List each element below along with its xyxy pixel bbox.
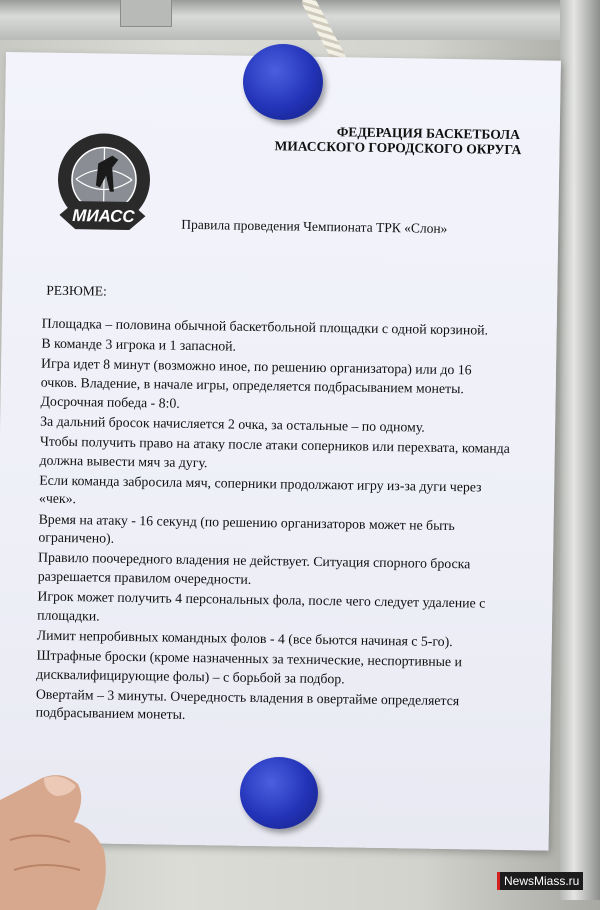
- hand-holding-sheet: [0, 770, 110, 910]
- rule-item: Площадка – половина обычной баскетбольной площадки с одной корзиной.: [41, 315, 489, 338]
- basketball-federation-logo: [53, 129, 155, 237]
- federation-name-line2: МИАССКОГО ГОРОДСКОГО ОКРУГА: [274, 138, 522, 158]
- rules-title: Правила проведения Чемпионата ТРК «Слон»: [181, 216, 448, 236]
- rule-item: Штрафные броски (кроме назначенных за технические, неспортивные и дисквалифицирующие фолы) – с борьбой за подбор.: [36, 647, 463, 687]
- magnet-top: [243, 44, 323, 120]
- rule-item: Если команда забросила мяч, соперники продолжают игру из-за дуги через «чек».: [38, 472, 482, 507]
- rule-item: Правило поочередного владения не действует. Ситуация спорного броска разрешается правилом очередности.: [37, 549, 471, 587]
- rule-item: Овертайм – 3 минуты. Очередность владения в овертайме определяется подбрасыванием монеты.: [35, 686, 460, 723]
- whiteboard-frame-top: [0, 0, 600, 40]
- federation-name-line1: ФЕДЕРАЦИЯ БАСКЕТБОЛА: [336, 124, 521, 143]
- rules-list: [35, 315, 511, 732]
- rule-item: Время на атаку - 16 секунд (по решению организаторов может не быть ограничено).: [38, 511, 455, 546]
- rule-item: Игрок может получить 4 персональных фола, после чего следует удаление с площадки.: [37, 588, 486, 624]
- frame-clip: [120, 0, 172, 27]
- notice-sheet: [0, 52, 561, 851]
- rule-item: Чтобы получить право на атаку после атаки соперников или перехвата, команда должна вывести мяч за дугу.: [39, 433, 510, 470]
- whiteboard-frame-right: [560, 0, 600, 900]
- rule-item: В команде 3 игрока и 1 запасной.: [41, 335, 237, 354]
- rule-item: За дальний бросок начисляется 2 очка, за остальные – по одному.: [40, 413, 425, 435]
- resume-label: РЕЗЮМЕ:: [46, 282, 107, 299]
- magnet-bottom: [240, 757, 318, 829]
- logo-wordmark: МИАСС: [72, 206, 135, 227]
- rule-item: Лимит непробивных командных фолов - 4 (все бьются начиная с 5-го).: [36, 627, 453, 649]
- rule-item: Игра идет 8 минут (возможно иное, по решению организатора) или до 16 очков. Владение, в начале игры, определяется подбрасыванием монеты. Досрочная победа - 8:0.: [40, 355, 472, 411]
- site-watermark: NewsMiass.ru: [497, 872, 583, 890]
